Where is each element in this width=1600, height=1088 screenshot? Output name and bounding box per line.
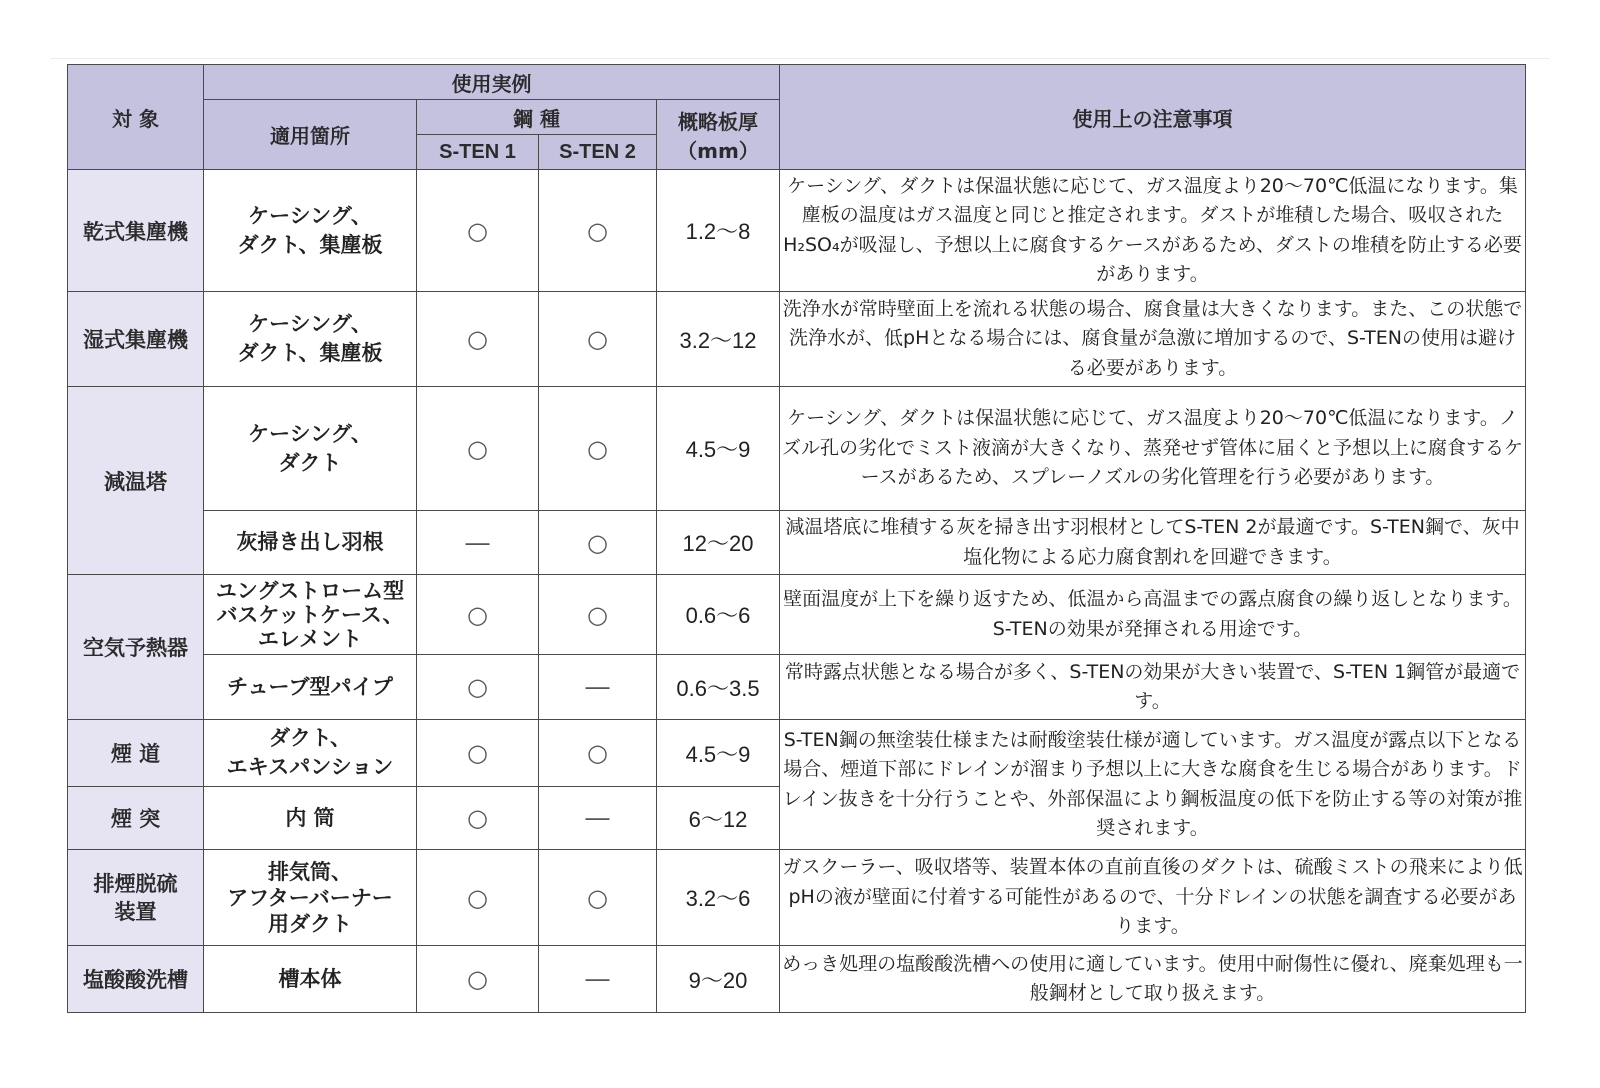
table-row [68, 511, 1526, 575]
location-cell [204, 850, 417, 946]
steel1-mark: ○ [417, 655, 539, 720]
steel2-mark: ○ [539, 850, 657, 946]
thickness-cell: 4.5～9 [657, 720, 780, 787]
header-steel-2: S-TEN 2 [539, 135, 657, 170]
table-row [68, 387, 1526, 511]
location-cell [204, 946, 417, 1013]
steel2-mark: ○ [539, 720, 657, 787]
note-cell: 壁面温度が上下を繰り返すため、低温から高温までの露点腐食の繰り返しとなります。S-TENの効果が発揮される用途です。 [780, 575, 1526, 655]
steel1-mark: ○ [417, 720, 539, 787]
location-line: 槽本体 [278, 966, 342, 991]
thickness-cell: 12～20 [657, 511, 780, 575]
target-cell: 湿式集塵機 [68, 292, 204, 387]
target-cell: 塩酸酸洗槽 [68, 946, 204, 1013]
steel2-mark: ○ [539, 292, 657, 387]
note-cell: ガスクーラー、吸収塔等、装置本体の直前直後のダクトは、硫酸ミストの飛来により低pHの液が壁面に付着する可能性があるので、十分ドレインの状態を調査する必要があります。 [780, 850, 1526, 946]
location-line: 用ダクト [268, 911, 352, 936]
location-line: ダクト、集塵板 [237, 232, 383, 257]
note-cell: 減温塔底に堆積する灰を掃き出す羽根材としてS-TEN 2が最適です。S-TEN鋼で、灰中塩化物による応力腐食割れを回避できます。 [780, 511, 1526, 575]
location-line: ユングストローム型 [215, 578, 405, 603]
thickness-cell: 3.2～12 [657, 292, 780, 387]
header-thickness-line2: （mm） [677, 138, 759, 163]
header-thickness [657, 100, 780, 170]
steel2-mark: ― [539, 787, 657, 850]
steel1-mark: ― [417, 511, 539, 575]
thickness-cell: 0.6～6 [657, 575, 780, 655]
location-line: 灰掃き出し羽根 [236, 530, 384, 554]
table-row [68, 850, 1526, 946]
location-cell [204, 292, 417, 387]
header-target: 対 象 [68, 65, 204, 170]
location-line: エレメント [257, 626, 363, 651]
location-line: ケーシング、 [248, 312, 372, 336]
location-cell [204, 170, 417, 292]
location-line: ケーシング、 [248, 421, 372, 446]
thickness-cell: 0.6～3.5 [657, 655, 780, 720]
location-cell [204, 511, 417, 575]
table-row [68, 575, 1526, 655]
thickness-cell: 9～20 [657, 946, 780, 1013]
table-row [68, 946, 1526, 1013]
table-row [68, 655, 1526, 720]
note-cell: ケーシング、ダクトは保温状態に応じて、ガス温度より20～70℃低温になります。ノズル孔の劣化でミスト液滴が大きくなり、蒸発せず管体に届くと予想以上に腐食するケースがあるため、スプレーノズルの劣化管理を行う必要があります。 [780, 387, 1526, 511]
steel1-mark: ○ [417, 787, 539, 850]
location-cell [204, 387, 417, 511]
header-usage-examples: 使用実例 [204, 65, 780, 100]
steel2-mark: ○ [539, 387, 657, 511]
location-cell [204, 787, 417, 850]
target-cell: 空気予熱器 [68, 575, 204, 720]
steel2-mark: ○ [539, 170, 657, 292]
note-cell: めっき処理の塩酸酸洗槽への使用に適しています。使用中耐傷性に優れ、廃棄処理も一般鋼材として取り扱えます。 [780, 946, 1526, 1013]
target-cell [68, 850, 204, 946]
target-cell: 煙 道 [68, 720, 204, 787]
steel1-mark: ○ [417, 575, 539, 655]
location-cell [204, 720, 417, 787]
steel2-mark: ○ [539, 575, 657, 655]
note-cell: S-TEN鋼の無塗装仕様または耐酸塗装仕様が適しています。ガス温度が露点以下となる場合、煙道下部にドレインが溜まり予想以上に大きな腐食を生じる場合があります。ドレイン抜きを十分行うことや、外部保温により鋼板温度の低下を防止する等の対策が推奨されます。 [780, 720, 1526, 850]
top-divider [50, 58, 1550, 59]
table-row [68, 720, 1526, 787]
location-cell [204, 655, 417, 720]
steel2-mark: ○ [539, 511, 657, 575]
location-line: ケーシング、 [248, 203, 372, 228]
target-cell: 煙 突 [68, 787, 204, 850]
header-thickness-line1: 概略板厚 [678, 109, 758, 134]
location-line: 内 筒 [285, 805, 335, 830]
location-line: チューブ型パイプ [227, 674, 393, 699]
header-steel-type: 鋼 種 [417, 100, 657, 135]
steel2-mark: ― [539, 655, 657, 720]
target-cell: 減温塔 [68, 387, 204, 575]
location-line: ダクト [278, 450, 342, 475]
target-line: 装置 [114, 899, 157, 924]
steel-usage-table [67, 64, 1526, 1013]
steel1-mark: ○ [417, 170, 539, 292]
steel1-mark: ○ [417, 850, 539, 946]
target-line: 排煙脱硫 [93, 871, 178, 896]
steel2-mark: ― [539, 946, 657, 1013]
header-notes: 使用上の注意事項 [780, 65, 1526, 170]
location-cell [204, 575, 417, 655]
steel1-mark: ○ [417, 292, 539, 387]
target-cell: 乾式集塵機 [68, 170, 204, 292]
header-location: 適用箇所 [204, 100, 417, 170]
thickness-cell: 3.2～6 [657, 850, 780, 946]
thickness-cell: 6～12 [657, 787, 780, 850]
thickness-cell: 4.5～9 [657, 387, 780, 511]
header-steel-1: S-TEN 1 [417, 135, 539, 170]
location-line: アフターバーナー [227, 885, 393, 910]
table-row [68, 170, 1526, 292]
location-line: エキスパンション [226, 755, 394, 779]
location-line: ダクト、 [268, 726, 352, 750]
note-cell: 常時露点状態となる場合が多く、S-TENの効果が大きい装置で、S-TEN 1鋼管が最適です。 [780, 655, 1526, 720]
location-line: バスケットケース、 [216, 602, 404, 627]
note-cell: ケーシング、ダクトは保温状態に応じて、ガス温度より20～70℃低温になります。集塵板の温度はガス温度と同じと推定されます。ダストが堆積した場合、吸収されたH₂SO₄が吸湿し、予想以上に腐食するケースがあるため、ダストの堆積を防止する必要があります。 [780, 170, 1526, 292]
steel1-mark: ○ [417, 387, 539, 511]
thickness-cell: 1.2～8 [657, 170, 780, 292]
location-line: ダクト、集塵板 [237, 341, 383, 365]
note-cell: 洗浄水が常時壁面上を流れる状態の場合、腐食量は大きくなります。また、この状態で洗浄水が、低pHとなる場合には、腐食量が急激に増加するので、S-TENの使用は避ける必要があります。 [780, 292, 1526, 387]
location-line: 排気筒、 [268, 859, 352, 884]
table-row [68, 292, 1526, 387]
steel1-mark: ○ [417, 946, 539, 1013]
